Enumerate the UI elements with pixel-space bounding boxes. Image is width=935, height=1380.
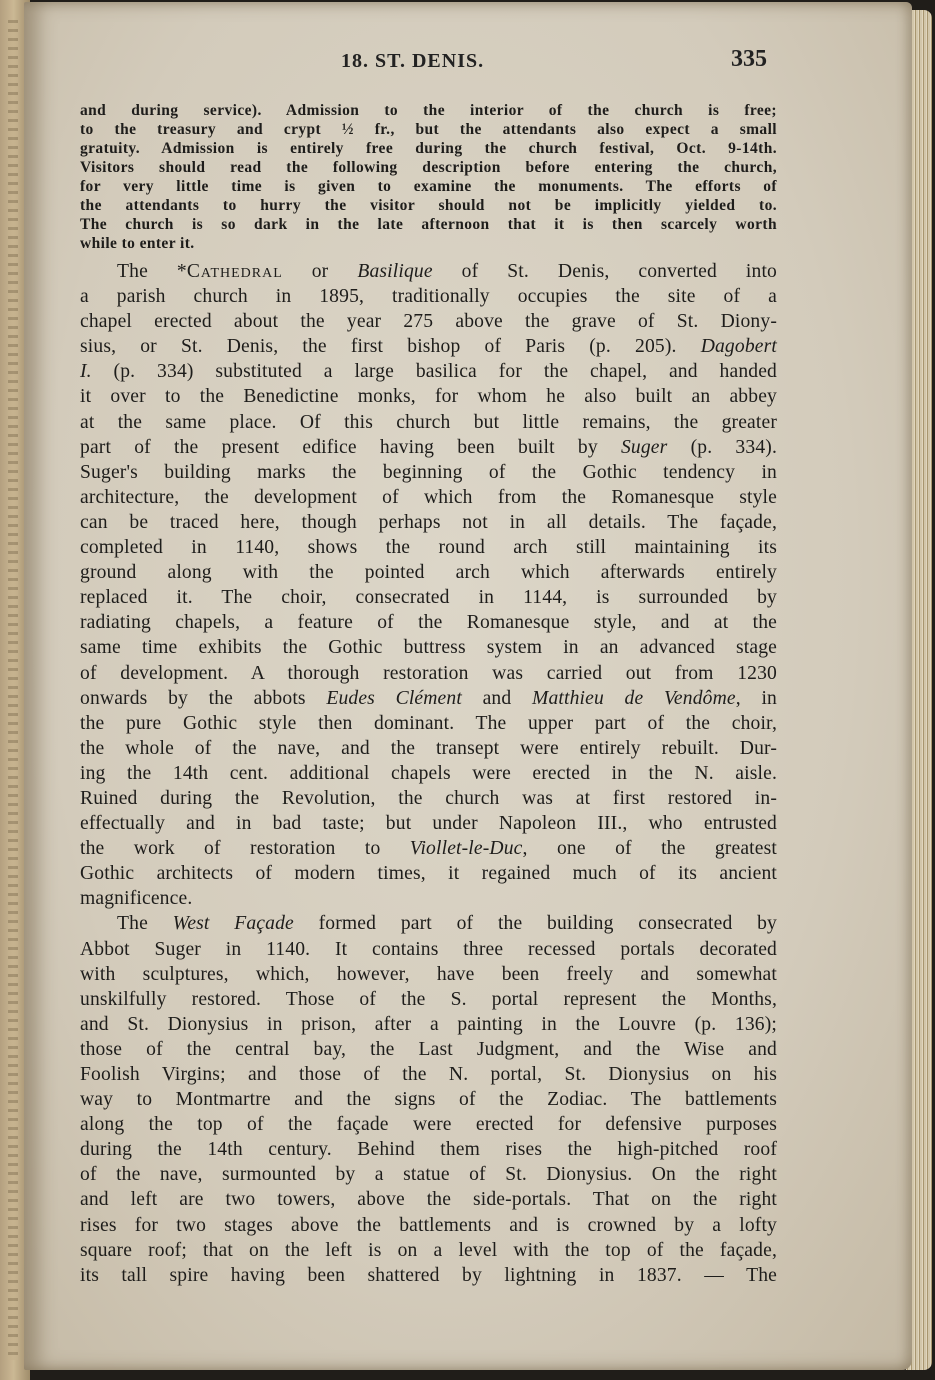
intro-line: the attendants to hurry the visitor should not be implicitly yielded to. [80,197,777,214]
intro-line: while to enter it. [80,235,195,252]
text-line: can be traced here, though perhaps not in all details. The façade, [80,511,777,533]
text-line: of development. A thorough restoration was carried out from 1230 [80,662,777,684]
text-line: with sculptures, which, however, have been freely and somewhat [80,963,777,985]
text-line: its tall spire having been shattered by lightning in 1837. — The [80,1264,777,1286]
cathedral-heading: Cathedral [186,261,283,282]
text-line: Suger's building marks the beginning of the Gothic tendency in [80,461,777,483]
text-line: of the nave, surmounted by a statue of St. Dionysius. On the right [80,1164,777,1186]
intro-line: and during service). Admission to the interior of the church is free; [80,102,777,119]
text-line: square roof; that on the left is on a level with the top of the façade, [80,1239,777,1261]
binding-stitching [8,20,18,1360]
text-line: part of the present edifice having been built by Suger (p. 334). [80,436,777,458]
text-line: Abbot Suger in 1140. It contains three recessed portals decorated [80,938,777,960]
text-line: and St. Dionysius in prison, after a painting in the Louvre (p. 136); [80,1013,777,1035]
text-line: ground along with the pointed arch which afterwards entirely [80,562,777,584]
text-line: the work of restoration to Viollet-le-Duc, one of the greatest [80,838,777,860]
text-line: it over to the Benedictine monks, for whom he also built an abbey [80,386,777,408]
text-line: same time exhibits the Gothic buttress system in an advanced stage [80,637,777,659]
body-text [80,259,777,1288]
text-line: ing the 14th cent. additional chapels were erected in the N. aisle. [80,762,777,784]
text-line: and left are two towers, above the side-portals. That on the right [80,1189,777,1211]
text-line: The *Cathedral or Basilique of St. Denis, converted into [117,261,777,282]
text-line: at the same place. Of this church but little remains, the greater [80,411,777,433]
text-line: The West Façade formed part of the building consecrated by [117,913,778,935]
running-title: 18. ST. DENIS. [341,50,485,72]
page-number: 335 [731,46,767,72]
text-line: during the 14th century. Behind them rises the high-pitched roof [80,1139,777,1161]
text-line: effectually and in bad taste; but under Napoleon III., who entrusted [80,813,777,835]
paragraph-west-facade [80,911,777,1287]
intro-line: gratuity. Admission is entirely free during the church festival, Oct. 9-14th. [80,140,777,157]
text-line: sius, or St. Denis, the first bishop of Paris (p. 205). Dagobert [80,336,777,358]
text-line: way to Montmartre and the signs of the Zodiac. The battlements [80,1089,777,1111]
text-line: magnificence. [80,888,193,910]
text-line: unskilfully restored. Those of the S. portal represent the Months, [80,988,777,1010]
text-line: I. (p. 334) substituted a large basilica for the chapel, and handed [80,361,777,383]
intro-paragraph [80,101,777,253]
west-facade-heading: West Façade [172,913,294,935]
text-line: the pure Gothic style then dominant. The upper part of the choir, [80,712,777,734]
page-header [24,46,912,82]
text-line: a parish church in 1895, traditionally occupies the site of a [80,286,777,308]
text-line: architecture, the development of which from the Romanesque style [80,486,777,508]
text-line: those of the central bay, the Last Judgment, and the Wise and [80,1038,777,1060]
book-page [24,2,912,1370]
text-line: along the top of the façade were erected for defensive purposes [80,1114,777,1136]
text-line: radiating chapels, a feature of the Romanesque style, and at the [80,612,777,634]
text-line: rises for two stages above the battlements and is crowned by a lofty [80,1214,777,1236]
intro-line: The church is so dark in the late afternoon that it is then scarcely worth [80,216,777,233]
intro-line: for very little time is given to examine the monuments. The efforts of [80,178,777,195]
text-line: Foolish Virgins; and those of the N. portal, St. Dionysius on his [80,1064,777,1085]
text-line: Gothic architects of modern times, it regained much of its ancient [80,863,777,885]
text-line: Ruined during the Revolution, the church was at first restored in- [80,787,777,809]
text-line: completed in 1140, shows the round arch still maintaining its [80,537,777,559]
text-line: replaced it. The choir, consecrated in 1144, is surrounded by [80,587,777,609]
text-line: onwards by the abbots Eudes Clément and Matthieu de Vendôme, in [80,687,777,709]
intro-line: to the treasury and crypt ½ fr., but the attendants also expect a small [80,121,777,138]
text-line: chapel erected about the year 275 above the grave of St. Diony- [80,311,777,333]
intro-line: Visitors should read the following description before entering the church, [80,159,777,176]
text-line: the whole of the nave, and the transept were entirely rebuilt. Dur- [80,737,777,759]
paragraph-cathedral [80,259,777,911]
page-text [80,101,778,1286]
